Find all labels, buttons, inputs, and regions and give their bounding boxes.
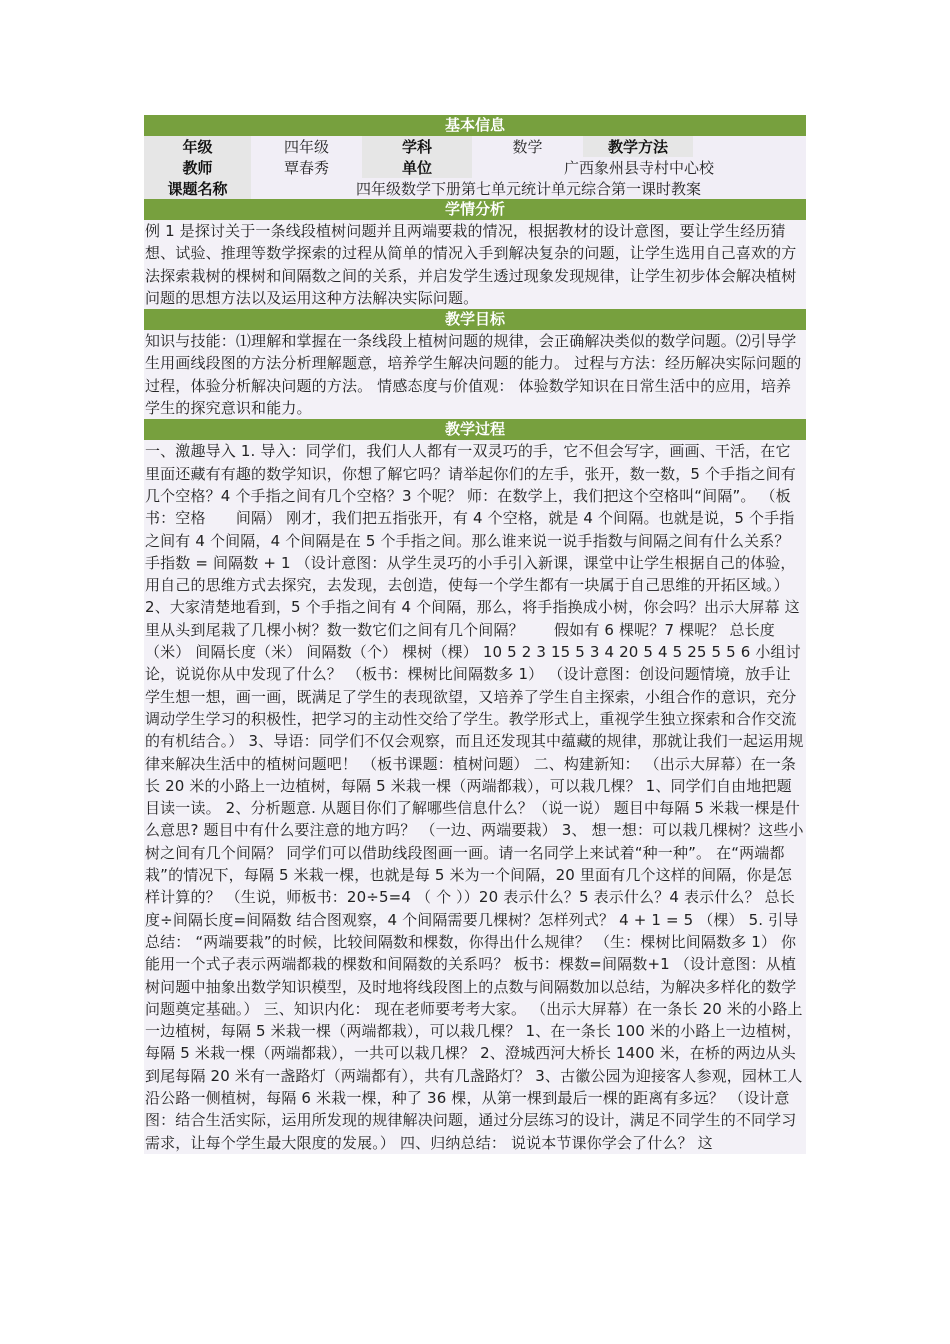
lesson-plan-sheet (144, 115, 806, 1154)
grade-label: 年级 (144, 136, 251, 157)
teacher-label: 教师 (144, 157, 251, 178)
teacher-value: 覃春秀 (251, 157, 362, 178)
info-row-topic (144, 178, 806, 199)
analysis-text: 例 1 是探讨关于一条线段植树问题并且两端要栽的情况，根据教材的设计意图，要让学生经历猜想、试验、推理等数学探索的过程从简单的情况入手到解决复杂的问题，让学生选用自己喜欢的方法探索栽树的棵树和间隔数之间的关系，并启发学生透过现象发现规律，让学生初步体会解决植树问题的思想方法以及运用这种方法解决实际问题。 (144, 220, 806, 309)
subject-value: 数学 (472, 136, 583, 157)
topic-value: 四年级数学下册第七单元统计单元综合第一课时教案 (251, 178, 806, 199)
goals-header: 教学目标 (144, 309, 806, 330)
basic-info-header: 基本信息 (144, 115, 806, 136)
grade-value: 四年级 (251, 136, 362, 157)
unit-label: 单位 (362, 157, 472, 178)
subject-label: 学科 (362, 136, 472, 157)
info-row-grade (144, 136, 806, 157)
info-row-teacher (144, 157, 806, 178)
unit-value: 广西象州县寺村中心校 (472, 157, 806, 178)
process-header: 教学过程 (144, 419, 806, 440)
goals-text: 知识与技能：⑴理解和掌握在一条线段上植树问题的规律，会正确解决类似的数学问题。⑵引导学生用画线段图的方法分析理解题意，培养学生解决问题的能力。 过程与方法：经历解决实际问题的过程，体验分析解决问题的方法。 情感态度与价值观： 体验数学知识在日常生活中的应用，培养学生的探究意识和能力。 (144, 330, 806, 419)
method-value (693, 136, 806, 157)
topic-label: 课题名称 (144, 178, 251, 199)
process-text: 一、激趣导入 1. 导入：同学们，我们人人都有一双灵巧的手，它不但会写字，画画、干活，在它里面还藏有有趣的数学知识，你想了解它吗？请举起你们的左手，张开，数一数，5 个手指之间有几个空格？4 个手指之间有几个空格？3 个呢？ 师：在数学上，我们把这个空格叫“间隔”。 （板书：空格 间隔） 刚才，我们把五指张开，有 4 个空格，就是 4 个间隔。也就是说，5 个手指之间有 4 个间隔，4 个间隔是在 5 个手指之间。那么谁来说一说手指数与间隔之间有什么关系？ 手指数 = 间隔数 + 1 （设计意图：从学生灵巧的小手引入新课，课堂中让学生根据自己的体验，用自己的思维方式去探究，去发现，去创造，使每一个学生都有一块属于自己思维的开拓区域。） 2、大家清楚地看到，5 个手指之间有 4 个间隔，那么，将手指换成小树，你会吗？出示大屏幕 这里从头到尾栽了几棵小树？数一数它们之间有几个间隔？ 假如有 6 棵呢？7 棵呢？ 总长度（米） 间隔长度（米） 间隔数（个） 棵树（棵） 10 5 2 3 15 5 3 4 20 5 4 5 25 5 5 6 小组讨论，说说你从中发现了什么？ （板书：棵树比间隔数多 1） （设计意图：创设问题情境，放手让学生想一想，画一画，既满足了学生的表现欲望，又培养了学生自主探索，小组合作的意识，充分调动学生学习的积极性，把学习的主动性交给了学生。教学形式上，重视学生独立探索和合作交流的有机结合。） 3、导语：同学们不仅会观察，而且还发现其中蕴藏的规律，那就让我们一起运用规律来解决生活中的植树问题吧！ （板书课题：植树问题） 二、构建新知： （出示大屏幕）在一条长 20 米的小路上一边植树，每隔 5 米栽一棵（两端都栽），可以栽几棵？ 1、同学们自由地把题目读一读。 2、分析题意. 从题目你们了解哪些信息什么？（说一说） 题目中每隔 5 米栽一棵是什么意思? 题目中有什么要注意的地方吗？ （一边、两端要栽） 3、 想一想：可以栽几棵树？这些小树之间有几个间隔？ 同学们可以借助线段图画一画。请一名同学上来试着“种一种”。 在“两端都栽”的情况下，每隔 5 米栽一棵，也就是每 5 米为一个间隔，20 里面有几个这样的间隔，你是怎样计算的？ （生说，师板书：20÷5=4 （ 个 ））20 表示什么？5 表示什么？4 表示什么？ 总长度÷间隔长度=间隔数 结合图观察，4 个间隔需要几棵树？怎样列式？ 4 + 1 = 5 （棵） 5. 引导总结： “两端要栽”的时候，比较间隔数和棵数，你得出什么规律？ （生：棵树比间隔数多 1） 你能用一个式子表示两端都栽的棵数和间隔数的关系吗？ 板书：棵数=间隔数+1 （设计意图：从植树问题中抽象出数学知识模型，及时地将线段图上的点数与间隔数加以总结，为解决多样化的数学问题奠定基础。） 三、知识内化： 现在老师要考考大家。 （出示大屏幕）在一条长 20 米的小路上一边植树，每隔 5 米栽一棵（两端都栽），可以栽几棵？ 1、在一条长 100 米的小路上一边植树，每隔 5 米栽一棵（两端都栽），一共可以栽几棵？ 2、澄城西河大桥长 1400 米，在桥的两边从头到尾每隔 20 米有一盏路灯（两端都有），共有几盏路灯？ 3、古徽公园为迎接客人参观，园林工人沿公路一侧植树，每隔 6 米栽一棵，种了 36 棵，从第一棵到最后一棵的距离有多远？ （设计意图：结合生活实际，运用所发现的规律解决问题，通过分层练习的设计，满足不同学生的不同学习需求，让每个学生最大限度的发展。） 四、归纳总结： 说说本节课你学会了什么？ 这 (144, 440, 806, 1154)
analysis-header: 学情分析 (144, 199, 806, 220)
method-label: 教学方法 (583, 136, 693, 157)
basic-info-table (144, 136, 806, 199)
